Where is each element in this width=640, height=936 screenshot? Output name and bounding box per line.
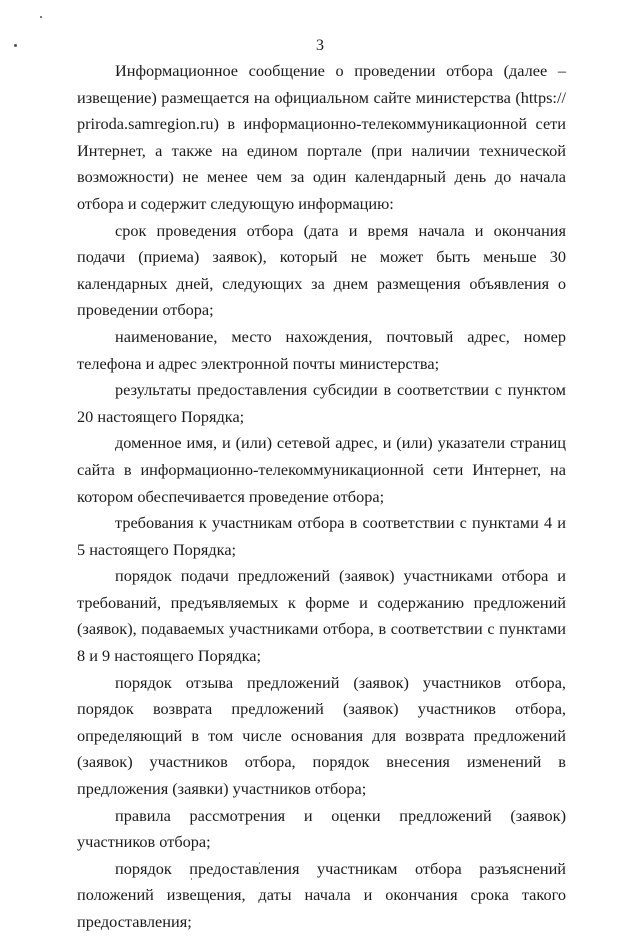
paragraph-withdrawal-procedure: порядок отзыва предложений (заявок) участников отбора, порядок возврата предложений (заявок) участников отбора, определяющий в том числе основания для возврата предложений (заявок) участников отбора, порядок внесения изменений в предложения (заявки) участников отбора; [77, 672, 566, 799]
paragraph-ministry-contacts: наименование, место нахождения, почтовый адрес, номер телефона и адрес электронной почты министерства; [77, 326, 566, 373]
paragraph-evaluation-rules: правила рассмотрения и оценки предложений (заявок) участников отбора; [77, 805, 566, 852]
paragraph-application-procedure: порядок подачи предложений (заявок) участниками отбора и требований, предъявляемых к форме и содержанию предложений (заявок), подаваемых участниками отбора, в соответствии с пунктами 8 и 9 настоящего Порядка; [77, 566, 566, 666]
paragraph-participant-requirements: требования к участникам отбора в соответствии с пунктами 4 и 5 настоящего Порядка; [77, 513, 566, 559]
document-body [77, 58, 566, 936]
paragraph-selection-period: срок проведения отбора (дата и время начала и окончания подачи (приема) заявок), который не может быть меньше 30 календарных дней, следующих за днем размещения объявления о проведении отбора; [77, 220, 566, 320]
scan-speck [40, 16, 42, 18]
paragraph-clarification-procedure: порядок предоставления участникам отбора разъяснений положений извещения, даты начала и окончания срока такого предоставления; [77, 858, 566, 931]
paragraph-website-address: доменное имя, и (или) сетевой адрес, и (или) указатели страниц сайта в информационно-телекоммуникационной сети Интернет, на котором обеспечивается проведение отбора; [77, 433, 566, 506]
paragraph-subsidy-results: результаты предоставления субсидии в соответствии с пунктом 20 настоящего Порядка; [77, 380, 566, 426]
page-number: 3 [316, 37, 324, 54]
paragraph-announcement-intro: Информационное сообщение о проведении отбора (далее – извещение) размещается на официальном сайте министерства (https:// priroda.samregion.ru) в информационно-телекоммуникационной сети Интернет, а также на едином портале (при наличии технической возможности) не менее чем за один календарный день до начала отбора и содержит следующую информацию: [77, 61, 566, 213]
